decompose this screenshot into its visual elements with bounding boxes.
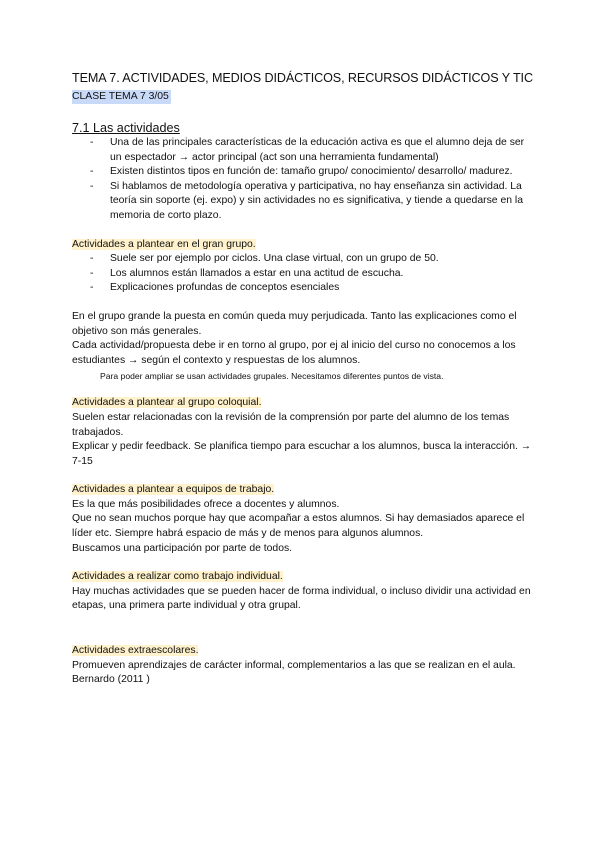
list-item: [90, 267, 532, 282]
gran-grupo-heading: [72, 238, 532, 253]
document-title: TEMA 7. ACTIVIDADES, MEDIOS DIDÁCTICOS, RECURSOS DIDÁCTICOS Y TIC: [72, 71, 533, 85]
class-subtitle: CLASE TEMA 7 3/05: [72, 91, 169, 102]
list-item-text: Suele ser por ejemplo por ciclos. Una clase virtual, con un grupo de 50.: [110, 253, 439, 265]
equipos-paragraph-1: Es la que más posibilidades ofrece a docentes y alumnos.: [72, 498, 340, 510]
document-page: [72, 70, 532, 688]
dash-marker: -: [90, 180, 94, 192]
extraescolares-section: [72, 644, 532, 688]
coloquial-paragraph-1: Suelen estar relacionadas con la revisión de la comprensión por parte del alumno de los temas trabajados.: [72, 411, 510, 438]
equipos-paragraph-3: Buscamos una participación por parte de todos.: [72, 542, 293, 554]
list-item-text: Explicaciones profundas de conceptos esenciales: [110, 282, 340, 294]
gran-grupo-bullet-list: [90, 252, 532, 296]
extraescolares-paragraph-1: Promueven aprendizajes de carácter informal, complementarios a las que se realizan en el aula.: [72, 659, 516, 671]
coloquial-paragraph-2: Explicar y pedir feedback. Se planifica tiempo para escuchar a los alumnos, busca la interacción. → 7-15: [72, 441, 532, 467]
section-bullet-list: [90, 136, 532, 224]
list-item: [90, 165, 532, 180]
dash-marker: -: [90, 282, 94, 294]
individual-section: [72, 570, 532, 614]
list-item-text: Existen distintos tipos en función de: tamaño grupo/ conocimiento/ desarrollo/ madurez.: [110, 166, 513, 178]
equipos-section: [72, 483, 532, 556]
dash-marker: -: [90, 267, 94, 279]
list-item: [90, 136, 532, 165]
highlighted-heading: Actividades a plantear al grupo coloquial.: [72, 397, 262, 409]
coloquial-section: [72, 396, 532, 469]
gran-grupo-paragraph-2: Cada actividad/propuesta debe ir en torno al grupo, por ej al inicio del curso no conocemos a los estudiantes → según el contexto y respuestas de los alumnos.: [72, 340, 516, 366]
highlighted-heading: Actividades a plantear a equipos de trabajo.: [72, 484, 275, 496]
dash-marker: -: [90, 253, 94, 265]
list-item: [90, 281, 532, 296]
list-item: [90, 252, 532, 267]
highlighted-heading: Actividades a plantear en el gran grupo.: [72, 238, 256, 250]
list-item-text: Una de las principales características de la educación activa es que el alumno deja de ser un espectador → actor principal (act son una herramienta fundamental): [110, 137, 525, 163]
highlighted-heading: Actividades extraescolares.: [72, 645, 199, 657]
equipos-heading: [72, 483, 532, 498]
list-item: [90, 180, 532, 224]
dash-marker: -: [90, 137, 94, 148]
individual-heading: [72, 570, 532, 585]
gran-grupo-paragraph-1: En el grupo grande la puesta en común queda muy perjudicada. Tanto las explicaciones como el objetivo son más generales.: [72, 310, 517, 337]
highlighted-heading: Actividades a realizar como trabajo individual.: [72, 571, 283, 583]
section-title: 7.1 Las actividades: [72, 121, 180, 135]
equipos-paragraph-2: Que no sean muchos porque hay que acompañar a estos alumnos. Si hay demasiados aparece el líder etc. Siempre habrá espacio de más y de menos para algunos alumnos.: [72, 513, 525, 540]
citation: Bernardo (2011 ): [72, 674, 150, 686]
list-item-text: Si hablamos de metodología operativa y participativa, no hay enseñanza sin actividad. La teoría sin soporte (ej. expo) y sin actividades no es significativa, y tiende a quedarse en la memoria de corto plazo.: [110, 180, 523, 221]
gran-grupo-note: Para poder ampliar se usan actividades grupales. Necesitamos diferentes puntos de vista.: [100, 371, 444, 382]
list-item-text: Los alumnos están llamados a estar en una actitud de escucha.: [110, 267, 404, 279]
coloquial-heading: [72, 396, 532, 411]
gran-grupo-section: [72, 238, 532, 383]
individual-paragraph-1: Hay muchas actividades que se pueden hacer de forma individual, o incluso dividir una actividad en etapas, una primera parte individual y otra grupal.: [72, 585, 531, 612]
dash-marker: -: [90, 166, 94, 178]
extraescolares-heading: [72, 644, 532, 659]
